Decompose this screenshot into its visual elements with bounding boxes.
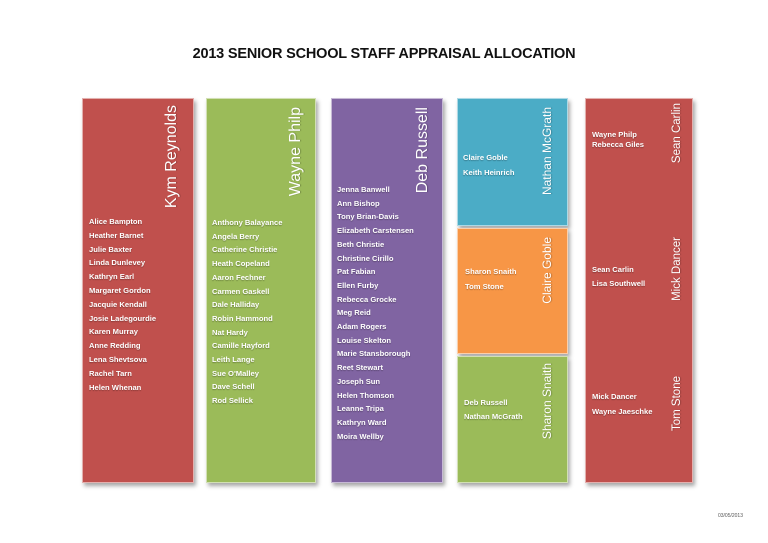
appraiser-name: Wayne Philp [287, 107, 304, 197]
list-item: Ellen Furby [337, 280, 379, 290]
list-item: Joseph Sun [337, 376, 381, 386]
list-item: Karen Murray [89, 327, 138, 337]
appraiser-name: Sean Carlin [671, 103, 683, 164]
appraiser-name: Sharon Snaith [540, 363, 554, 440]
list-item: Ann Bishop [337, 198, 380, 208]
document-date: 03/05/2013 [717, 513, 743, 519]
staff-list [463, 150, 514, 180]
list-item: Julie Baxter [89, 244, 133, 254]
list-item: Jenna Banwell [337, 185, 390, 194]
list-item: Heath Copeland [212, 259, 270, 269]
group-card-sharon-snaith [457, 356, 568, 483]
staff-list [89, 215, 156, 394]
list-item: Josie Ladegourdie [89, 313, 157, 323]
list-item: Rebecca Grocke [337, 294, 397, 304]
list-item: Camille Hayford [212, 341, 270, 351]
list-item: Rod Sellick [212, 396, 253, 406]
group-card-wayne-philp [206, 98, 316, 483]
list-item: Nat Hardy [212, 327, 248, 337]
list-item: Jacquie Kendall [89, 299, 147, 309]
list-item: Sue O'Malley [212, 368, 259, 378]
list-item: Rachel Tarn [89, 368, 132, 378]
group-card-kym-reynolds [82, 98, 194, 483]
staff-list [592, 130, 644, 150]
list-item: Robin Hammond [212, 313, 273, 323]
list-item: Sharon Snaith [465, 267, 517, 276]
list-item: Dale Halliday [212, 300, 260, 310]
list-item: Heather Barnet [89, 230, 144, 240]
list-item: Pat Fabian [337, 267, 376, 277]
list-item: Adam Rogers [337, 322, 387, 332]
appraiser-name: Deb Russell [414, 107, 431, 194]
list-item: Leanne Tripa [337, 404, 384, 414]
list-item: Reet Stewart [337, 363, 384, 373]
page-title: 2013 SENIOR SCHOOL STAFF APPRAISAL ALLOCATION [192, 46, 576, 62]
list-item: Nathan McGrath [464, 412, 523, 421]
list-item: Carmen Gaskell [212, 286, 270, 296]
appraiser-name: Nathan McGrath [540, 107, 554, 196]
list-item: Elizabeth Carstensen [337, 226, 414, 236]
staff-list [592, 389, 653, 419]
appraiser-name: Kym Reynolds [163, 105, 180, 209]
list-item: Tom Stone [465, 281, 504, 291]
list-item: Claire Goble [463, 153, 508, 162]
staff-list [465, 265, 516, 294]
appraiser-name: Mick Dancer [671, 237, 683, 301]
list-item: Linda Dunlevey [89, 258, 146, 268]
list-item: Mick Dancer [592, 392, 637, 401]
list-item: Margaret Gordon [89, 285, 151, 295]
group-card-red-combined [585, 98, 693, 483]
list-item: Louise Skelton [337, 335, 392, 345]
list-item: Helen Thomson [337, 390, 394, 400]
list-item: Deb Russell [464, 398, 508, 407]
group-card-deb-russell [331, 98, 443, 483]
staff-list [337, 183, 414, 443]
list-item: Moira Wellby [337, 431, 384, 441]
list-item: Beth Christie [337, 239, 385, 249]
list-item: Anne Redding [89, 341, 141, 351]
list-item: Meg Reid [337, 308, 371, 318]
group-card-claire-goble [457, 228, 568, 354]
list-item: Marie Stansborough [337, 349, 411, 359]
list-item: Alice Bampton [89, 217, 143, 226]
list-item: Dave Schell [212, 382, 255, 392]
list-item: Helen Whenan [89, 382, 142, 392]
list-item: Keith Heinrich [463, 168, 515, 177]
list-item: Catherine Christie [212, 245, 278, 255]
list-item: Kathryn Earl [89, 272, 135, 282]
list-item: Kathryn Ward [337, 417, 387, 427]
list-item: Leith Lange [212, 355, 255, 365]
list-item: Wayne Philp [592, 130, 637, 139]
list-item: Anthony Balayance [212, 218, 283, 227]
list-item: Sean Carlin [592, 265, 634, 274]
list-item: Christine Cirillo [337, 253, 394, 263]
list-item: Angela Berry [212, 231, 260, 241]
staff-list [592, 263, 645, 291]
list-item: Lena Shevtsova [89, 354, 147, 364]
list-item: Lisa Southwell [592, 279, 646, 288]
staff-list [212, 216, 282, 408]
appraiser-name: Tom Stone [671, 376, 683, 431]
group-card-nathan-mcgrath [457, 98, 568, 226]
list-item: Tony Brian-Davis [337, 212, 399, 222]
list-item: Rebecca Giles [592, 140, 644, 149]
list-item: Aaron Fechner [212, 272, 266, 282]
list-item: Wayne Jaeschke [592, 407, 653, 416]
staff-list [464, 396, 523, 424]
appraiser-name: Claire Goble [540, 237, 554, 304]
